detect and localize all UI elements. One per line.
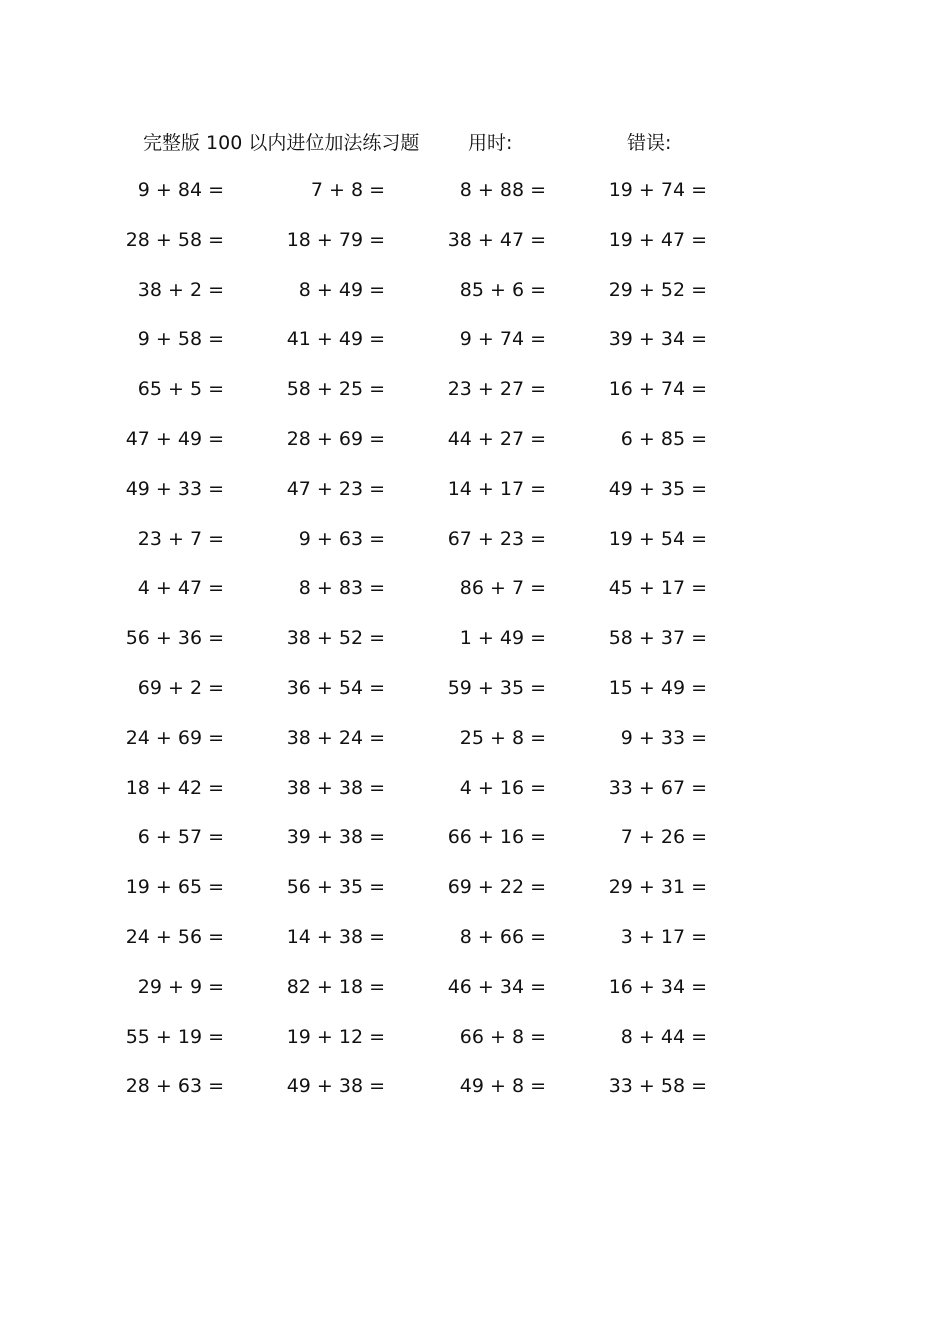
addition-problem: 67 + 23 =: [447, 527, 546, 550]
addition-problem: 38 + 24 =: [286, 726, 385, 749]
addition-problem: 47 + 23 =: [286, 477, 385, 500]
problem-row: [0, 325, 950, 375]
problem-grid: [0, 176, 950, 1122]
problem-row: [0, 724, 950, 774]
addition-problem: 69 + 2 =: [137, 676, 224, 699]
addition-problem: 14 + 38 =: [286, 925, 385, 948]
addition-problem: 41 + 49 =: [286, 328, 385, 351]
addition-problem: 18 + 79 =: [286, 228, 385, 251]
addition-problem: 69 + 22 =: [447, 876, 546, 899]
problem-row: [0, 1023, 950, 1073]
addition-problem: 24 + 56 =: [125, 925, 224, 948]
addition-problem: 24 + 69 =: [125, 726, 224, 749]
addition-problem: 56 + 35 =: [286, 876, 385, 899]
problem-row: [0, 425, 950, 475]
addition-problem: 29 + 52 =: [608, 278, 707, 301]
problem-row: [0, 226, 950, 276]
problem-row: [0, 176, 950, 226]
addition-problem: 16 + 34 =: [608, 975, 707, 998]
worksheet-header: [0, 128, 950, 156]
addition-problem: 38 + 38 =: [286, 776, 385, 799]
addition-problem: 9 + 63 =: [298, 527, 385, 550]
addition-problem: 58 + 37 =: [608, 627, 707, 650]
addition-problem: 25 + 8 =: [459, 726, 546, 749]
addition-problem: 14 + 17 =: [447, 477, 546, 500]
addition-problem: 36 + 54 =: [286, 676, 385, 699]
addition-problem: 19 + 74 =: [608, 179, 707, 201]
problem-row: [0, 276, 950, 326]
addition-problem: 33 + 58 =: [608, 1075, 707, 1098]
addition-problem: 9 + 84 =: [137, 179, 224, 201]
addition-problem: 18 + 42 =: [125, 776, 224, 799]
problem-row: [0, 475, 950, 525]
addition-problem: 49 + 33 =: [125, 477, 224, 500]
addition-problem: 29 + 31 =: [608, 876, 707, 899]
addition-problem: 9 + 58 =: [137, 328, 224, 351]
addition-problem: 86 + 7 =: [459, 577, 546, 600]
addition-problem: 33 + 67 =: [608, 776, 707, 799]
addition-problem: 28 + 69 =: [286, 427, 385, 450]
addition-problem: 85 + 6 =: [459, 278, 546, 301]
addition-problem: 1 + 49 =: [459, 627, 546, 650]
addition-problem: 16 + 74 =: [608, 378, 707, 401]
problem-row: [0, 973, 950, 1023]
addition-problem: 28 + 63 =: [125, 1075, 224, 1098]
addition-problem: 45 + 17 =: [608, 577, 707, 600]
addition-problem: 59 + 35 =: [447, 676, 546, 699]
addition-problem: 4 + 47 =: [137, 577, 224, 600]
addition-problem: 8 + 66 =: [459, 925, 546, 948]
problem-row: [0, 774, 950, 824]
problem-row: [0, 674, 950, 724]
addition-problem: 66 + 16 =: [447, 826, 546, 849]
addition-problem: 28 + 58 =: [125, 228, 224, 251]
addition-problem: 65 + 5 =: [137, 378, 224, 401]
addition-problem: 58 + 25 =: [286, 378, 385, 401]
addition-problem: 38 + 47 =: [447, 228, 546, 251]
addition-problem: 46 + 34 =: [447, 975, 546, 998]
addition-problem: 6 + 85 =: [620, 427, 707, 450]
addition-problem: 8 + 49 =: [298, 278, 385, 301]
addition-problem: 49 + 35 =: [608, 477, 707, 500]
addition-problem: 8 + 83 =: [298, 577, 385, 600]
addition-problem: 29 + 9 =: [137, 975, 224, 998]
problem-row: [0, 1072, 950, 1122]
addition-problem: 23 + 7 =: [137, 527, 224, 550]
problem-row: [0, 624, 950, 674]
problem-row: [0, 823, 950, 873]
problem-row: [0, 873, 950, 923]
problem-row: [0, 923, 950, 973]
addition-problem: 9 + 74 =: [459, 328, 546, 351]
addition-problem: 56 + 36 =: [125, 627, 224, 650]
addition-problem: 19 + 47 =: [608, 228, 707, 251]
addition-problem: 3 + 17 =: [620, 925, 707, 948]
addition-problem: 19 + 12 =: [286, 1025, 385, 1048]
worksheet-title: 完整版 100 以内进位加法练习题: [143, 132, 420, 154]
addition-problem: 44 + 27 =: [447, 427, 546, 450]
errors-label: 错误:: [627, 132, 672, 154]
addition-problem: 47 + 49 =: [125, 427, 224, 450]
problem-row: [0, 375, 950, 425]
addition-problem: 38 + 52 =: [286, 627, 385, 650]
addition-problem: 8 + 88 =: [459, 179, 546, 201]
addition-problem: 19 + 54 =: [608, 527, 707, 550]
addition-problem: 9 + 33 =: [620, 726, 707, 749]
addition-problem: 39 + 38 =: [286, 826, 385, 849]
problem-row: [0, 574, 950, 624]
addition-problem: 19 + 65 =: [125, 876, 224, 899]
problem-row: [0, 525, 950, 575]
addition-problem: 38 + 2 =: [137, 278, 224, 301]
addition-problem: 7 + 8 =: [310, 179, 385, 201]
time-label: 用时:: [468, 132, 513, 154]
addition-problem: 8 + 44 =: [620, 1025, 707, 1048]
addition-problem: 39 + 34 =: [608, 328, 707, 351]
addition-problem: 82 + 18 =: [286, 975, 385, 998]
addition-problem: 7 + 26 =: [620, 826, 707, 849]
addition-problem: 49 + 8 =: [459, 1075, 546, 1098]
addition-problem: 15 + 49 =: [608, 676, 707, 699]
addition-problem: 23 + 27 =: [447, 378, 546, 401]
addition-problem: 55 + 19 =: [125, 1025, 224, 1048]
addition-problem: 66 + 8 =: [459, 1025, 546, 1048]
addition-problem: 49 + 38 =: [286, 1075, 385, 1098]
addition-problem: 4 + 16 =: [459, 776, 546, 799]
addition-problem: 6 + 57 =: [137, 826, 224, 849]
